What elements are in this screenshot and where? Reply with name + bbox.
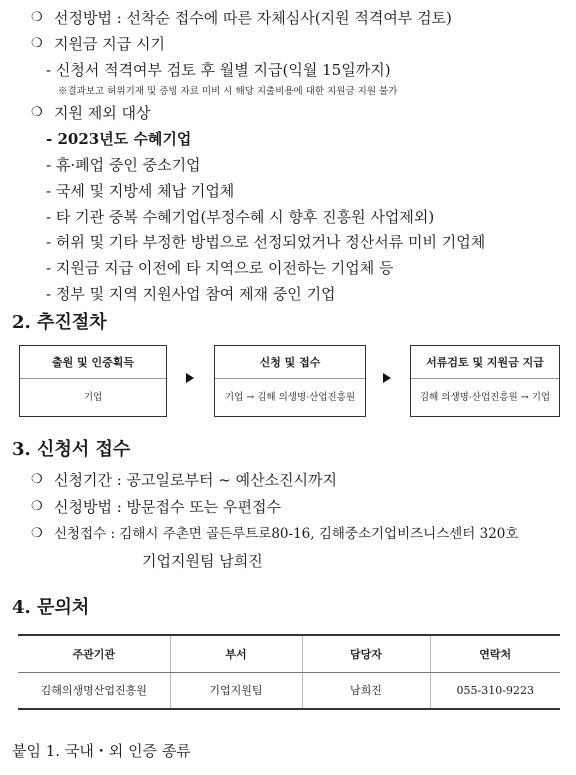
- table-header-row: [18, 635, 560, 672]
- exclusion-item: - 허위 및 기타 부정한 방법으로 선정되었거나 정산서류 미비 기업체: [46, 233, 486, 251]
- column-header: 부서: [170, 635, 302, 672]
- bullet-icon: ❍: [31, 10, 43, 25]
- process-step-body: 기업: [83, 392, 103, 403]
- application-method: 신청방법 : 방문접수 또는 우편접수: [54, 498, 281, 516]
- process-step-title: 서류검토 및 지원금 지급: [411, 346, 559, 379]
- table-cell: 055-310-9223: [430, 672, 560, 709]
- process-step-body: 김해 의생명·산업진흥원 → 기업: [419, 392, 551, 403]
- bullet-icon: ❍: [31, 499, 43, 514]
- process-step-body: 기업 → 김해 의생명·산업진흥원: [224, 392, 356, 403]
- table-cell: 남희진: [302, 672, 430, 709]
- section-title: 3. 신청서 접수: [12, 439, 131, 460]
- exclusion-item: - 지원금 지급 이전에 타 지역으로 이전하는 기업체 등: [46, 259, 394, 277]
- exclusion-item: - 정부 및 지역 지원사업 참여 제재 중인 기업: [46, 285, 336, 303]
- process-step-title: 신청 및 접수: [215, 346, 365, 379]
- bullet-icon: ❍: [31, 472, 43, 487]
- payment-timing-heading: 지원금 지급 시기: [54, 35, 165, 53]
- table-row: [18, 672, 560, 709]
- column-header: 담당자: [302, 635, 430, 672]
- exclusion-item: - 휴·폐업 중인 중소기업: [46, 156, 201, 174]
- table-cell: 김해의생명산업진흥원: [18, 672, 170, 709]
- process-step-title: 출원 및 인증획득: [20, 346, 166, 379]
- application-contact-team: 기업지원팀 남희진: [142, 552, 263, 570]
- section-title: 4. 문의처: [12, 597, 90, 618]
- process-step-box: [214, 345, 366, 417]
- payment-timing-detail: - 신청서 적격여부 검토 후 월별 지급(익월 15일까지): [46, 61, 391, 79]
- process-step-box: [19, 345, 167, 417]
- payment-note: ※결과보고 허위기재 및 증빙 자료 미비 시 해당 지출비용에 대한 지원금 지원 불가: [58, 86, 398, 97]
- table-cell: 기업지원팀: [170, 672, 302, 709]
- contact-table: [18, 634, 560, 710]
- exclusion-item: - 국세 및 지방세 체납 기업체: [46, 182, 235, 200]
- section-title: 2. 추진절차: [12, 312, 107, 333]
- application-period: 신청기간 : 공고일로부터 ~ 예산소진시까지: [54, 471, 338, 489]
- exclusion-heading: 지원 제외 대상: [54, 104, 151, 122]
- appendix-label: 붙임 1. 국내・외 인증 종류: [12, 742, 191, 760]
- arrow-right-icon: [186, 373, 194, 383]
- bullet-icon: ❍: [31, 526, 43, 541]
- application-address: 신청접수 : 김해시 주촌면 골든루트로80-16, 김해중소기업비즈니스센터 320호: [54, 526, 519, 542]
- process-step-box: [410, 345, 560, 417]
- column-header: 주관기관: [18, 635, 170, 672]
- column-header: 연락처: [430, 635, 560, 672]
- exclusion-item: - 2023년도 수혜기업: [46, 130, 192, 148]
- arrow-right-icon: [383, 373, 391, 383]
- bullet-icon: ❍: [31, 105, 43, 120]
- bullet-icon: ❍: [31, 36, 43, 51]
- exclusion-item: - 타 기관 중복 수혜기업(부정수혜 시 향후 진흥원 사업제외): [46, 208, 435, 226]
- selection-method-line: 선정방법 : 선착순 접수에 따른 자체심사(지원 적격여부 검토): [54, 9, 452, 27]
